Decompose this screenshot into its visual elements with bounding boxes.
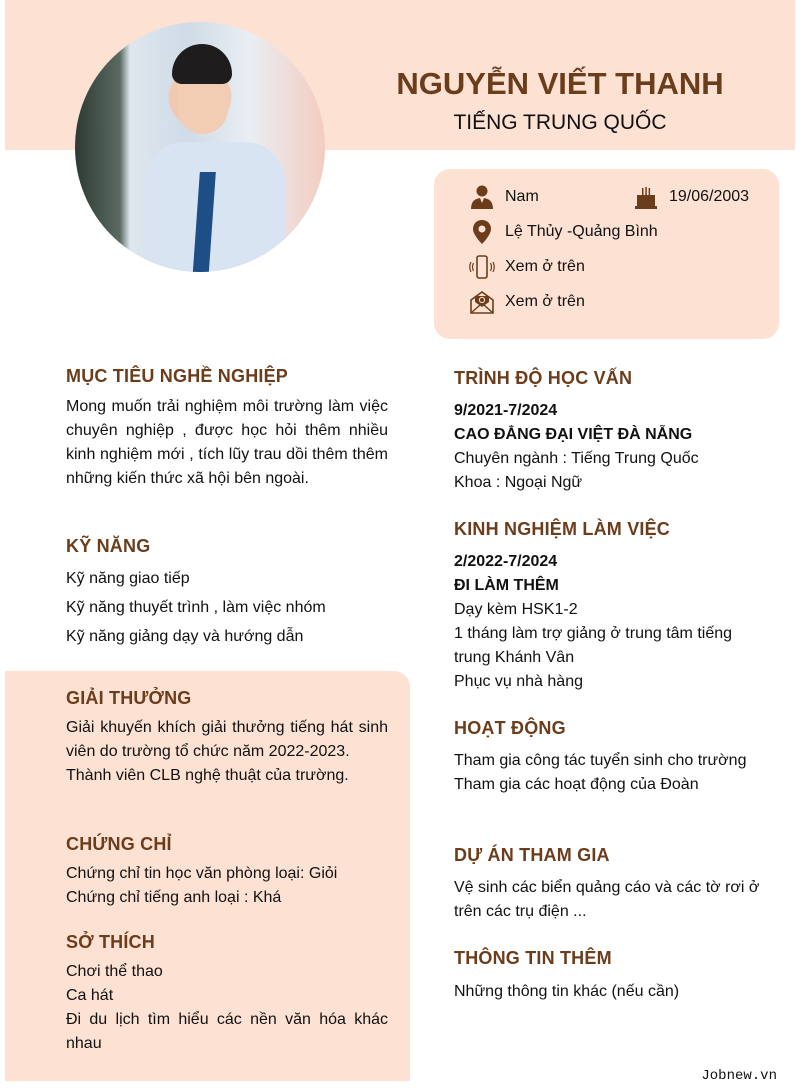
birthday-cake-icon — [633, 184, 659, 210]
certificate-item: Chứng chỉ tin học văn phòng loại: Giỏi — [66, 865, 338, 882]
address-value: Lệ Thủy -Quảng Bình — [505, 223, 658, 240]
activity-item: Tham gia các hoạt động của Đoàn — [454, 776, 699, 793]
education-period: 9/2021-7/2024 — [454, 402, 558, 419]
objective-title: MỤC TIÊU NGHỀ NGHIỆP — [66, 366, 289, 386]
candidate-position: TIẾNG TRUNG QUỐC — [453, 111, 667, 134]
footer-brand: Jobnew.vn — [701, 1068, 777, 1084]
contact-gender — [469, 184, 539, 210]
skill-item: Kỹ năng giao tiếp — [66, 570, 190, 587]
certificates-list — [66, 862, 396, 910]
activities-title: HOẠT ĐỘNG — [454, 718, 566, 738]
activities-list — [454, 749, 784, 797]
phone-value: Xem ở trên — [505, 258, 585, 275]
photo-shirt — [145, 142, 285, 272]
photo-hair — [172, 44, 232, 84]
skills-title: KỸ NĂNG — [66, 536, 151, 556]
education-body — [454, 399, 784, 495]
more-info-body: Những thông tin khác (nếu cần) — [454, 983, 680, 1000]
contact-address — [469, 219, 658, 245]
birthday-value: 19/06/2003 — [669, 188, 750, 205]
gender-value: Nam — [505, 188, 539, 205]
experience-item: Dạy kèm HSK1-2 — [454, 601, 578, 618]
experience-title: KINH NGHIỆM LÀM VIỆC — [454, 519, 671, 539]
more-info-title: THÔNG TIN THÊM — [454, 948, 612, 968]
objective-body: Mong muốn trải nghiệm môi trường làm việc chuyên nghiệp , được học hỏi thêm nhiều kinh nghiệm mới , tích lũy trau dồi thêm thêm những kiến thức xã hội bên ngoài. — [66, 398, 388, 487]
email-envelope-icon — [469, 289, 495, 315]
award-item: Thành viên CLB nghệ thuật của trường. — [66, 767, 349, 784]
education-major: Chuyên ngành : Tiếng Trung Quốc — [454, 450, 699, 467]
hobbies-list — [66, 960, 388, 1056]
experience-item: 1 tháng làm trợ giảng ở trung tâm tiếng trung Khánh Vân — [454, 625, 733, 666]
skill-item: Kỹ năng giảng dạy và hướng dẫn — [66, 628, 304, 645]
hobby-item: Đi du lịch tìm hiểu các nền văn hóa khác nhau — [66, 1011, 388, 1052]
projects-body: Vệ sinh các biển quảng cáo và các tờ rơi ở trên các trụ điện ... — [454, 879, 760, 920]
education-school: CAO ĐẲNG ĐẠI VIỆT ĐÀ NẴNG — [454, 426, 693, 443]
awards-body — [66, 716, 388, 788]
person-icon — [469, 184, 495, 210]
experience-role: ĐI LÀM THÊM — [454, 577, 559, 594]
hobbies-title: SỞ THÍCH — [66, 932, 155, 952]
education-title: TRÌNH ĐỘ HỌC VẤN — [454, 368, 633, 388]
experience-body — [454, 550, 764, 694]
skill-item: Kỹ năng thuyết trình , làm việc nhóm — [66, 599, 326, 616]
experience-period: 2/2022-7/2024 — [454, 553, 558, 570]
contact-email — [469, 289, 585, 315]
education-faculty: Khoa : Ngoại Ngữ — [454, 474, 583, 491]
contact-birthday — [633, 184, 749, 210]
hobby-item: Ca hát — [66, 987, 114, 1004]
activity-item: Tham gia công tác tuyển sinh cho trường — [454, 752, 747, 769]
phone-vibrate-icon — [469, 254, 495, 280]
candidate-name: NGUYỄN VIẾT THANH — [396, 66, 724, 101]
map-pin-icon — [469, 219, 495, 245]
certificates-title: CHỨNG CHỈ — [66, 834, 172, 854]
contact-phone — [469, 254, 585, 280]
email-value: Xem ở trên — [505, 293, 585, 310]
skills-list — [66, 564, 396, 651]
experience-item: Phục vụ nhà hàng — [454, 673, 583, 690]
award-item: Giải khuyến khích giải thưởng tiếng hát sinh viên do trường tổ chức năm 2022-2023. — [66, 719, 388, 760]
profile-photo — [75, 22, 325, 272]
hobby-item: Chơi thể thao — [66, 963, 163, 980]
projects-title: DỰ ÁN THAM GIA — [454, 845, 610, 865]
awards-title: GIẢI THƯỞNG — [66, 688, 192, 708]
certificate-item: Chứng chỉ tiếng anh loại : Khá — [66, 889, 282, 906]
